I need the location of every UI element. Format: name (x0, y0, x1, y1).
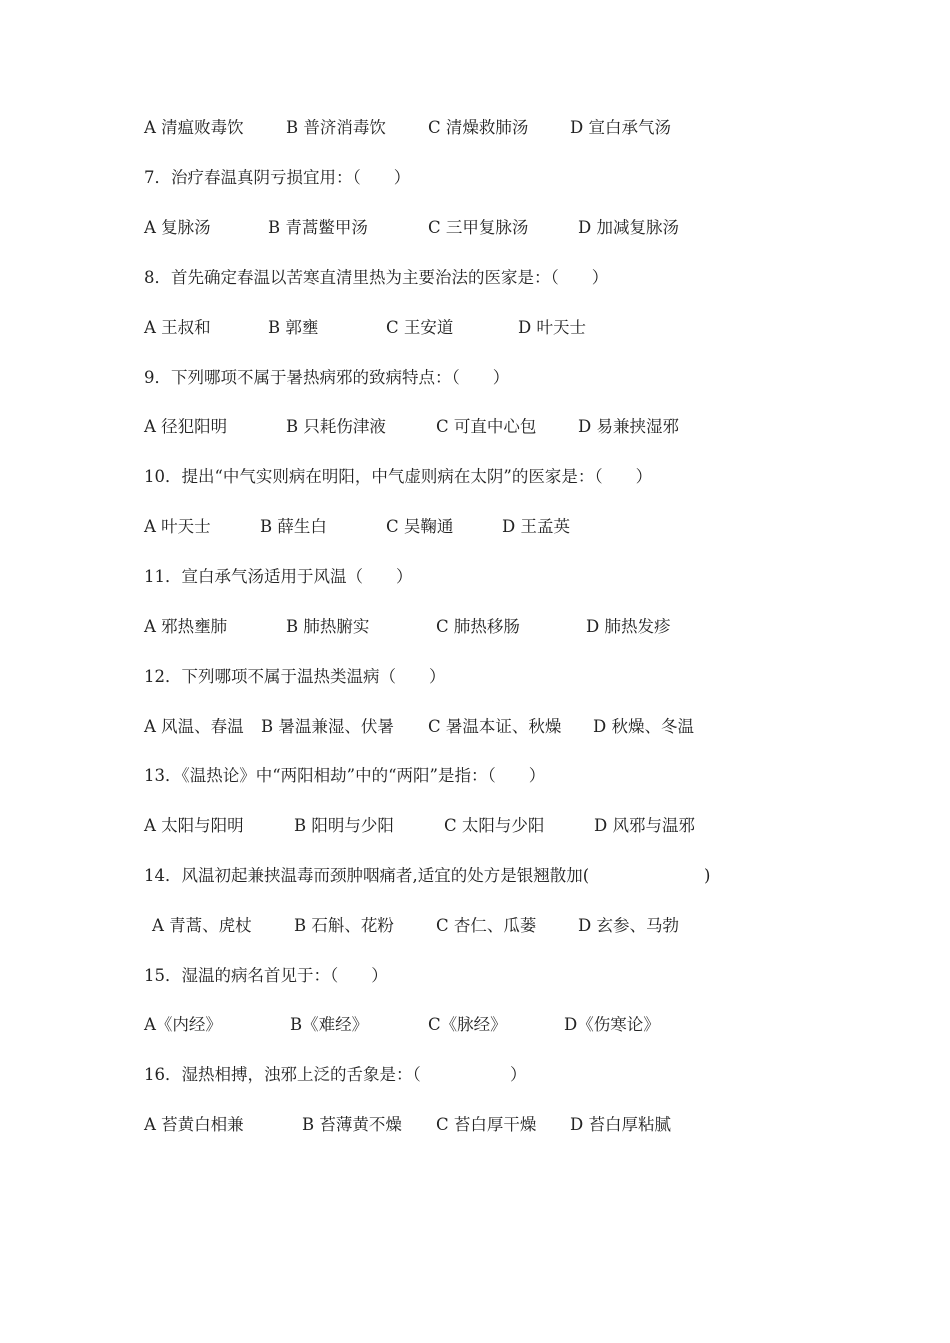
closing-paren: ) (704, 866, 711, 885)
option-b: B 青蒿鳖甲汤 (268, 218, 368, 237)
option-a: A《内经》 (144, 1015, 222, 1034)
question-text: 14．风温初起兼挟温毒而颈肿咽痛者,适宜的处方是银翘散加( (144, 866, 590, 885)
question-text: 7．治疗春温真阴亏损宜用：（ ） (144, 168, 411, 187)
option-a: A 清瘟败毒饮 (144, 118, 244, 137)
option-b: B 肺热腑实 (286, 617, 370, 636)
option-b: B 郭壅 (268, 318, 319, 337)
option-d: D 王孟英 (502, 517, 570, 536)
option-b: B 石斛、花粉 (294, 916, 394, 935)
option-b: B 苔薄黄不燥 (302, 1115, 402, 1134)
option-a: A 邪热壅肺 (144, 617, 228, 636)
option-d: D 风邪与温邪 (594, 816, 695, 835)
option-c: C 吴鞠通 (386, 517, 454, 536)
option-b: B 薛生白 (260, 517, 327, 536)
option-d: D 易兼挟湿邪 (578, 417, 679, 436)
option-b: B 只耗伤津液 (286, 417, 386, 436)
option-b: B 普济消毒饮 (286, 118, 386, 137)
option-d: D 肺热发疹 (586, 617, 671, 636)
question-text: 15．湿温的病名首见于：（ ） (144, 966, 388, 985)
option-c: C 可直中心包 (436, 417, 537, 436)
option-c: C 太阳与少阳 (444, 816, 545, 835)
option-a: A 叶天士 (144, 517, 211, 536)
question-text: 13．《温热论》中“两阳相劫”中的“两阳”是指：（ ） (144, 766, 546, 785)
option-c: C 暑温本证、秋燥 (428, 717, 562, 736)
option-c: C 杏仁、瓜蒌 (436, 916, 537, 935)
option-c: C 清燥救肺汤 (428, 118, 529, 137)
question-text: 12．下列哪项不属于温热类温病（ ） (144, 667, 446, 686)
option-a: A 径犯阳明 (144, 417, 228, 436)
option-d: D《伤寒论》 (564, 1015, 660, 1034)
option-c: C 三甲复脉汤 (428, 218, 529, 237)
option-a: A 风温、春温 (144, 717, 244, 736)
option-b: B 阳明与少阳 (294, 816, 394, 835)
option-c: C 苔白厚干燥 (436, 1115, 537, 1134)
question-text: 8．首先确定春温以苦寒直清里热为主要治法的医家是：（ ） (144, 268, 609, 287)
option-a: A 太阳与阳明 (144, 816, 244, 835)
option-c: C 肺热移肠 (436, 617, 520, 636)
option-c: C《脉经》 (428, 1015, 507, 1034)
option-a: A 王叔和 (144, 318, 211, 337)
option-a: A 复脉汤 (144, 218, 211, 237)
question-text: 9．下列哪项不属于暑热病邪的致病特点：（ ） (144, 368, 510, 387)
option-a: A 青蒿、虎杖 (152, 916, 252, 935)
question-text: 11．宣白承气汤适用于风温（ ） (144, 567, 413, 586)
option-b: B《难经》 (290, 1015, 369, 1034)
question-text: 16．湿热相搏，浊邪上泛的舌象是：（ (144, 1065, 421, 1084)
option-a: A 苔黄白相兼 (144, 1115, 244, 1134)
closing-paren: ） (510, 1065, 527, 1084)
option-d: D 宣白承气汤 (570, 118, 671, 137)
option-d: D 苔白厚粘腻 (570, 1115, 671, 1134)
option-d: D 加减复脉汤 (578, 218, 679, 237)
option-d: D 秋燥、冬温 (593, 717, 694, 736)
option-d: D 玄参、马勃 (578, 916, 679, 935)
question-text: 10．提出“中气实则病在明阳，中气虚则病在太阴”的医家是：（ ） (144, 467, 653, 486)
option-d: D 叶天士 (518, 318, 586, 337)
option-c: C 王安道 (386, 318, 454, 337)
option-b: B 暑温兼湿、伏暑 (261, 717, 394, 736)
